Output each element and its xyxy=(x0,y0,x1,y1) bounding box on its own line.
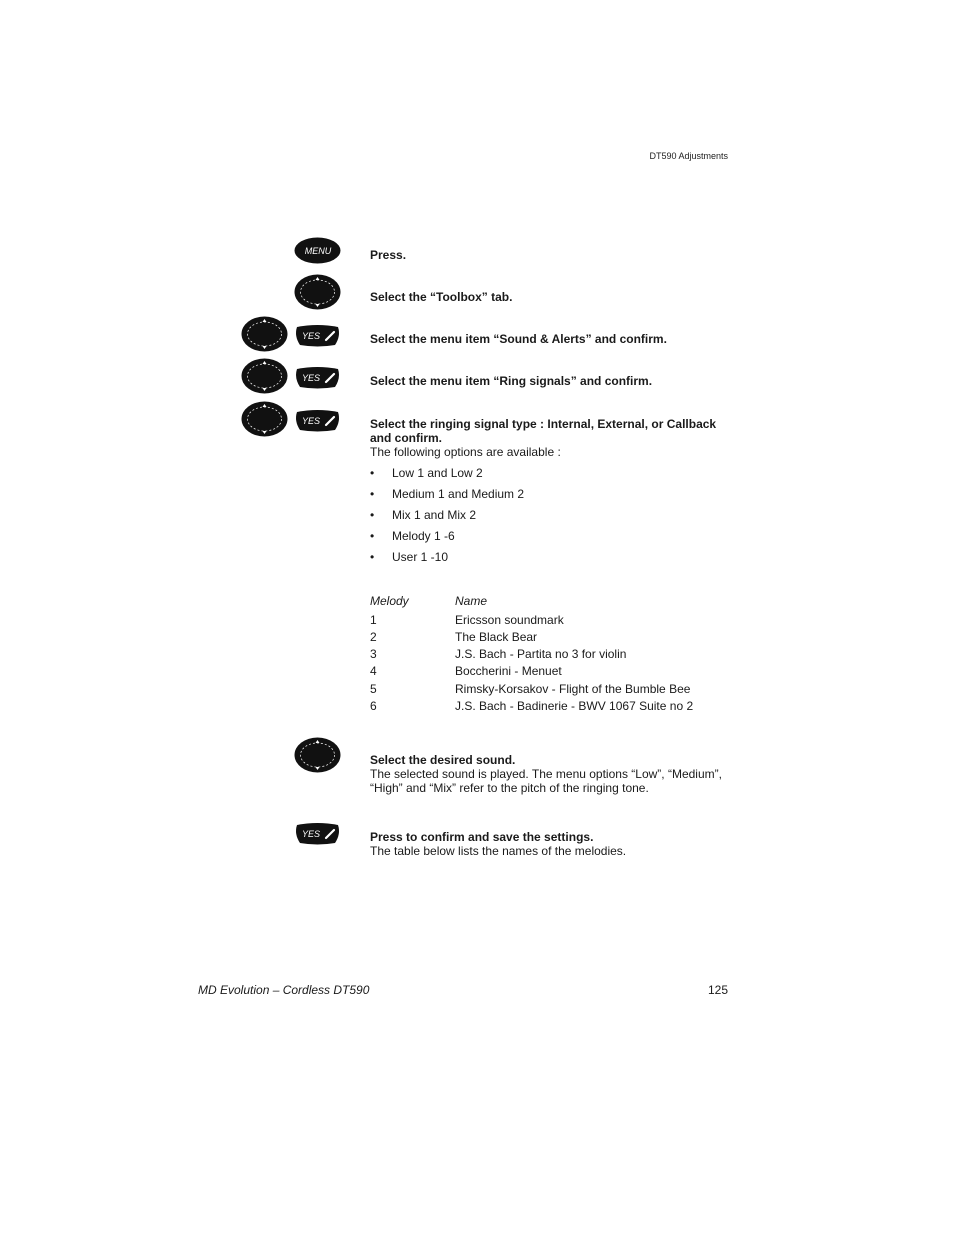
step-title: Select the menu item “Sound & Alerts” and confirm. xyxy=(370,332,667,346)
step-body: The table below lists the names of the melodies. xyxy=(370,844,627,858)
step-title: Press to confirm and save the settings. xyxy=(370,830,594,844)
melody-name: J.S. Bach - Badinerie - BWV 1067 Suite no 2 xyxy=(455,699,694,713)
bullet-icon: • xyxy=(370,508,375,522)
navigation-key-icon xyxy=(294,737,341,773)
melody-number: 3 xyxy=(370,647,377,661)
menu-key-icon xyxy=(294,237,341,264)
melody-name: The Black Bear xyxy=(455,630,538,644)
melody-number: 5 xyxy=(370,682,377,696)
column-header-name: Name xyxy=(455,594,488,608)
melody-number: 1 xyxy=(370,613,377,627)
step-body: The selected sound is played. The menu options “Low”, “Medium”, “High” and “Mix” refer to the pitch of the ringing tone. xyxy=(370,767,722,795)
melody-number: 4 xyxy=(370,664,377,678)
option-label: Low 1 and Low 2 xyxy=(392,466,483,480)
melody-number: 6 xyxy=(370,699,377,713)
yes-key-label: YES xyxy=(302,373,321,383)
step-1 xyxy=(370,248,732,262)
step-2 xyxy=(370,290,732,304)
bullet-icon: • xyxy=(370,550,375,564)
melody-table xyxy=(370,594,730,719)
bullet-icon: • xyxy=(370,487,375,501)
melody-number: 2 xyxy=(370,630,377,644)
running-header: DT590 Adjustments xyxy=(649,151,728,161)
melody-name: Boccherini - Menuet xyxy=(455,664,562,678)
navigation-key-icon xyxy=(294,274,341,310)
list-item xyxy=(370,529,455,543)
yes-key-icon xyxy=(294,823,341,845)
column-header-melody: Melody xyxy=(370,594,409,608)
option-label: Medium 1 and Medium 2 xyxy=(392,487,525,501)
page-number: 125 xyxy=(707,983,728,997)
option-label: Melody 1 -6 xyxy=(392,529,455,543)
step-4 xyxy=(370,374,732,388)
step-title: Select the desired sound. xyxy=(370,753,516,767)
navigation-key-icon xyxy=(241,316,288,352)
melody-name: Rimsky-Korsakov - Flight of the Bumble Bee xyxy=(455,682,691,696)
step-body: The following options are available : xyxy=(370,445,561,459)
yes-key-label: YES xyxy=(302,829,321,839)
option-label: User 1 -10 xyxy=(392,550,449,564)
step-title: Press. xyxy=(370,248,407,262)
list-item xyxy=(370,508,476,522)
step-3 xyxy=(370,332,732,346)
option-label: Mix 1 and Mix 2 xyxy=(392,508,477,522)
navigation-key-icon xyxy=(241,358,288,394)
melody-name: Ericsson soundmark xyxy=(455,613,564,627)
yes-key-label: YES xyxy=(302,416,321,426)
bullet-icon: • xyxy=(370,466,375,480)
step-title: Select the ringing signal type : Internal, External, or Callback and confirm. xyxy=(370,417,717,445)
menu-key-label: MENU xyxy=(304,246,332,256)
melody-name: J.S. Bach - Partita no 3 for violin xyxy=(455,647,627,661)
step-title: Select the “Toolbox” tab. xyxy=(370,290,513,304)
yes-key-icon xyxy=(294,367,341,389)
footer-title: MD Evolution – Cordless DT590 xyxy=(198,983,370,997)
step-5 xyxy=(370,417,732,459)
step-7 xyxy=(370,830,732,858)
list-item xyxy=(370,550,448,564)
step-title: Select the menu item “Ring signals” and confirm. xyxy=(370,374,653,388)
list-item xyxy=(370,487,524,501)
yes-key-icon xyxy=(294,325,341,347)
bullet-icon: • xyxy=(370,529,375,543)
step-6 xyxy=(370,753,732,795)
list-item xyxy=(370,466,483,480)
navigation-key-icon xyxy=(241,401,288,437)
yes-key-icon xyxy=(294,410,341,432)
yes-key-label: YES xyxy=(302,331,321,341)
